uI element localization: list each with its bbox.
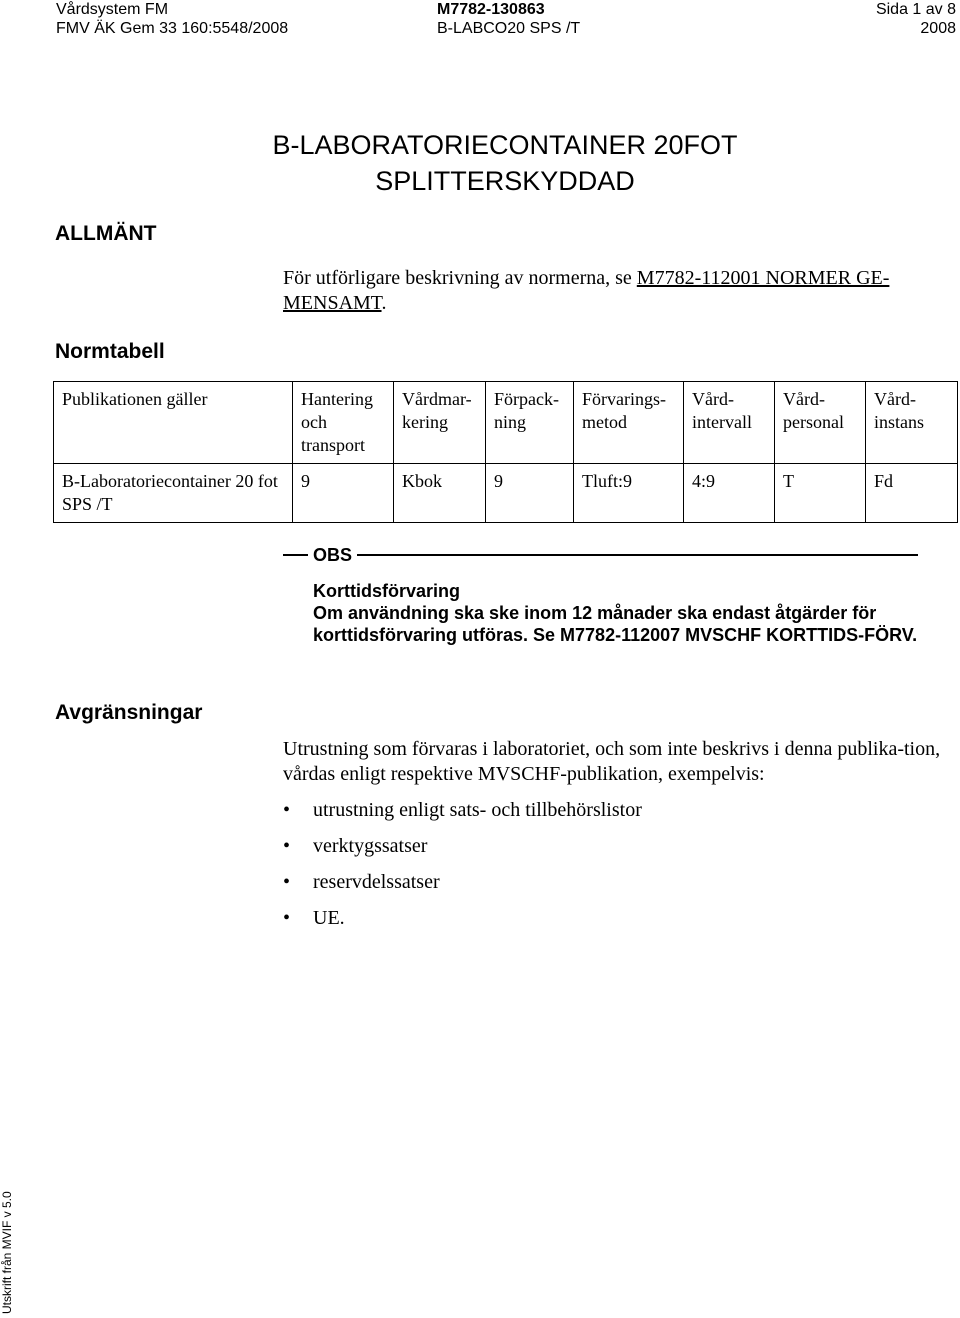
obs-label: OBS — [308, 545, 357, 565]
normer-reference-link[interactable]: M7782-112001 NORMER GE- MENSAMT — [283, 267, 890, 314]
table-header-cell: Förvarings-metod — [574, 382, 684, 464]
table-cell: Kbok — [394, 464, 486, 523]
table-cell: T — [775, 464, 866, 523]
obs-body: Om användning ska ske inom 12 månader ska endast åtgärder för korttidsförvaring utföras. Se M7782-112007 MVSCHF KORTTIDS-FÖRV. — [313, 603, 918, 645]
bullet-list — [283, 798, 642, 942]
bullet-icon: • — [283, 799, 291, 821]
obs-rule — [283, 554, 918, 556]
section-heading-allmant: ALLMÄNT — [55, 222, 157, 245]
obs-notice — [313, 580, 928, 646]
publication-number: M7782-130863 — [437, 1, 545, 18]
list-item: • reservdelssatser — [283, 871, 440, 893]
table-cell: 9 — [486, 464, 574, 523]
table-cell: Tluft:9 — [574, 464, 684, 523]
document-title: B-LABORATORIECONTAINER 20FOT SPLITTERSKYDDAD — [272, 130, 738, 196]
obs-title: Korttidsförvaring — [313, 581, 461, 601]
publication-year: 2008 — [920, 20, 956, 37]
table-cell: B-Laboratoriecontainer 20 fot SPS /T — [54, 464, 293, 523]
norm-table — [53, 381, 958, 523]
table-header-cell: Vård-intervall — [684, 382, 775, 464]
table-row — [54, 464, 958, 523]
list-item: • utrustning enligt sats- och tillbehörslistor — [283, 799, 642, 821]
table-cell: 4:9 — [684, 464, 775, 523]
table-cell: Fd — [866, 464, 958, 523]
avgransningar-text: Utrustning som förvaras i laboratoriet, och som inte beskrivs i denna publika-tion, vårdas enligt respektive MVSCHF-publikation, exempelvis: — [283, 738, 941, 785]
page-indicator: Sida 1 av 8 — [875, 1, 956, 18]
system-name: Vårdsystem FM — [56, 1, 169, 18]
table-header-cell: Publikationen gäller — [54, 382, 293, 464]
table-header-cell: Hantering och transport — [293, 382, 394, 464]
list-item: • verktygssatser — [283, 835, 428, 857]
bullet-icon: • — [283, 835, 291, 857]
table-header-cell: Vård-personal — [775, 382, 866, 464]
table-header-row — [54, 382, 958, 464]
table-header-cell: Vård-instans — [866, 382, 958, 464]
header-center — [437, 0, 580, 38]
document-reference: FMV ÄK Gem 33 160:5548/2008 — [56, 20, 289, 37]
table-header-cell: Förpack-ning — [486, 382, 574, 464]
bullet-icon: • — [283, 871, 291, 893]
bullet-icon: • — [283, 907, 291, 929]
header-right — [876, 0, 956, 38]
publication-code: B-LABCO20 SPS /T — [437, 20, 581, 37]
print-footer: Utskrift från MVIF v 5.0 — [0, 1191, 14, 1314]
allmant-text: För utförligare beskrivning av normerna, se M7782-112001 NORMER GE- MENSAMT. — [283, 267, 890, 314]
list-item: • UE. — [283, 907, 345, 929]
header-left — [56, 0, 288, 38]
table-cell: 9 — [293, 464, 394, 523]
table-header-cell: Vårdmar-kering — [394, 382, 486, 464]
section-heading-avgransningar: Avgränsningar — [55, 701, 203, 724]
section-heading-normtabell: Normtabell — [55, 340, 165, 363]
